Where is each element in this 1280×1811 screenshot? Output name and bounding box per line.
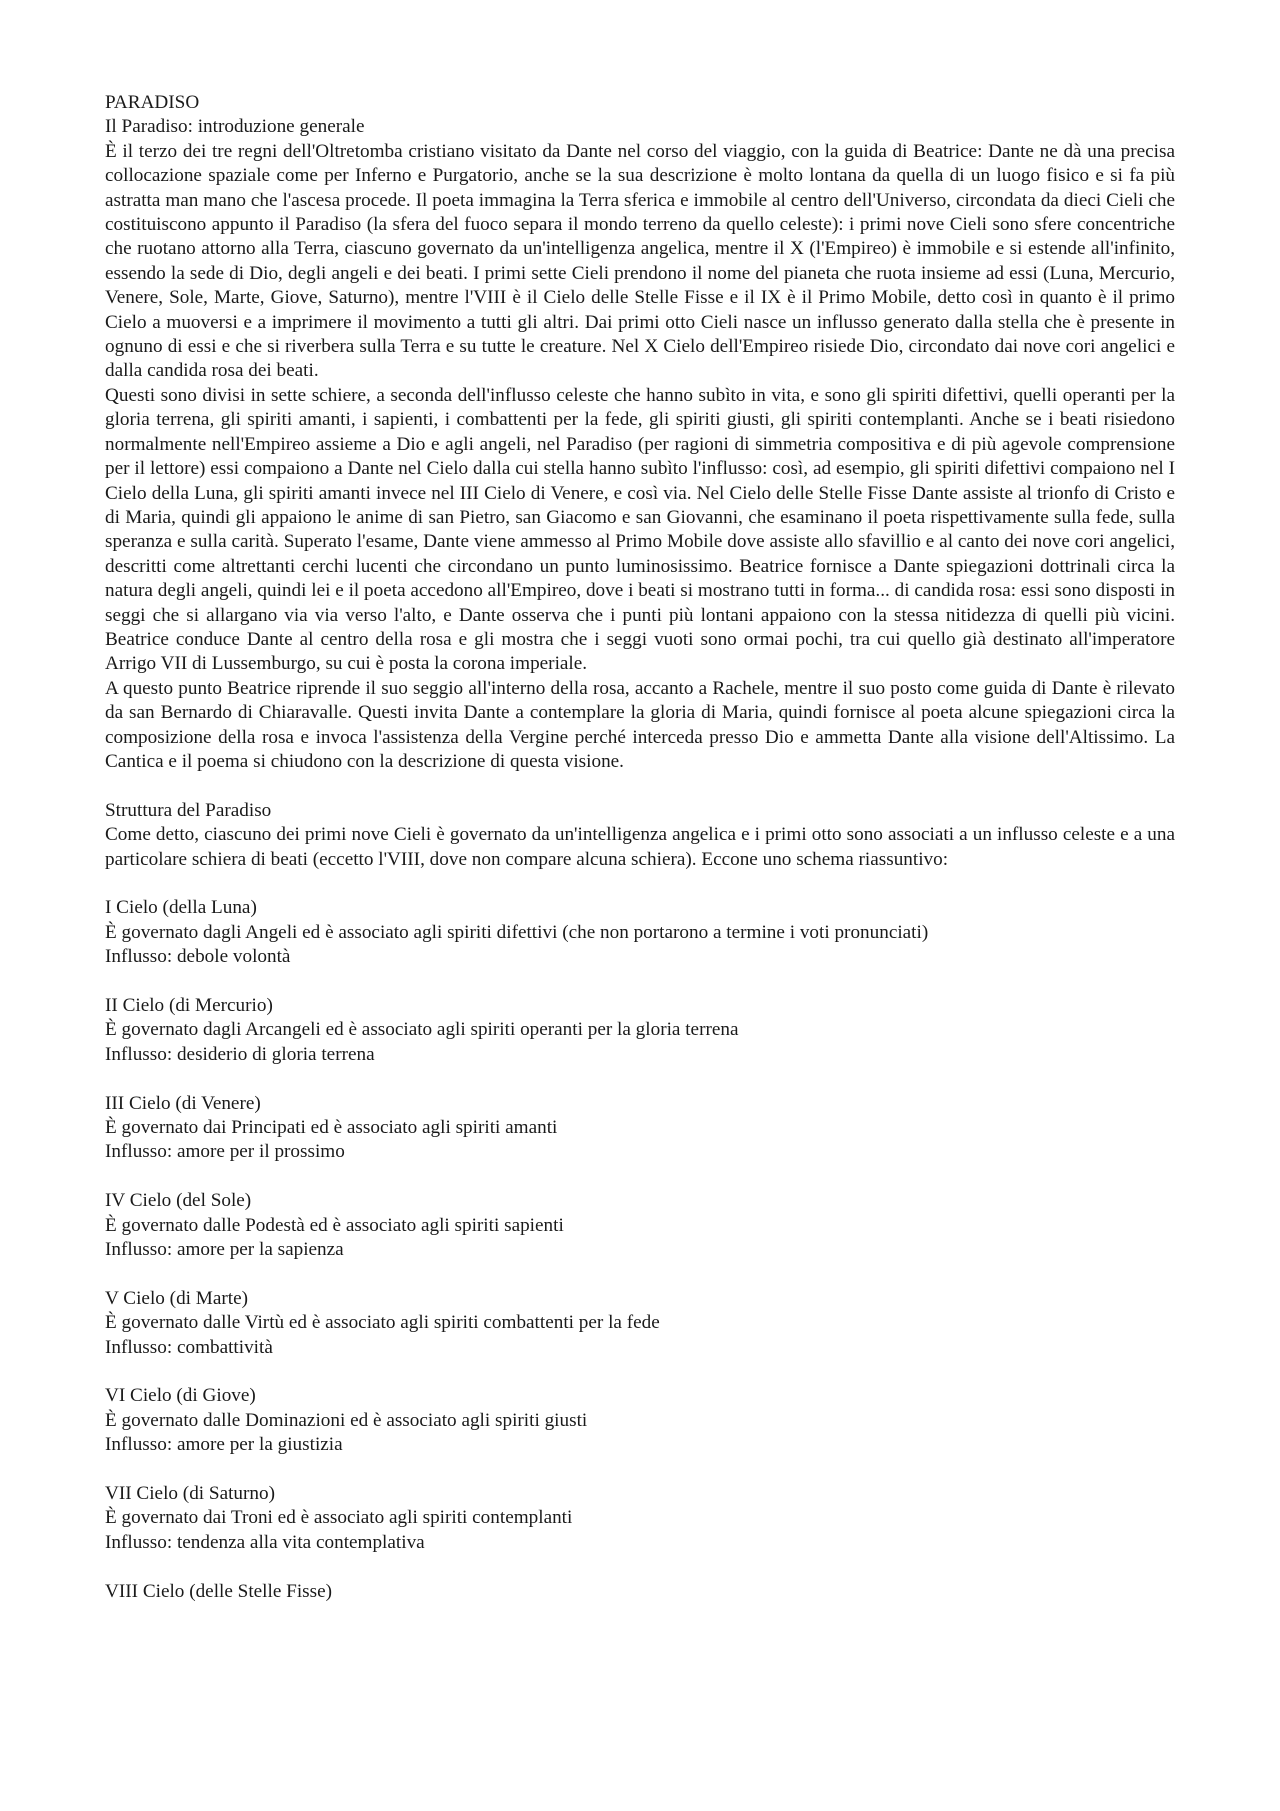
heaven-influence: Influsso: amore per la giustizia [105,1434,343,1456]
heaven-name: VII Cielo (di Saturno) [105,1483,275,1505]
heaven-governance: È governato dagli Angeli ed è associato agli spiriti difettivi (che non portarono a termine i voti pronunciati) [105,921,929,943]
intro-paragraph-1: È il terzo dei tre regni dell'Oltretomba cristiano visitato da Dante nel corso del viaggio, con la guida di Beatrice: Dante ne dà una precisa collocazione spaziale come per Inferno e Purgatorio, anche se la sua descrizione è molto lontana da quella di un luogo fisico e si fa più astratta man mano che l'ascesa procede. Il poeta immagina la Terra sferica e immobile al centro dell'Universo, circondata da dieci Cieli che costituiscono appunto il Paradiso (la sfera del fuoco separa il mondo terreno da quello celeste): i primi nove Cieli sono sfere concentriche che ruotano attorno alla Terra, ciascuno governato da un'intelligenza angelica, mentre il X (l'Empireo) è immobile e si estende all'infinito, essendo la sede di Dio, degli angeli e dei beati. I primi sette Cieli prendono il nome del pianeta che ruota insieme ad essi (Luna, Mercurio, Venere, Sole, Marte, Giove, Saturno), mentre l'VIII è il Cielo delle Stelle Fisse e il IX è il Primo Mobile, detto così in quanto è il primo Cielo a muoversi e a imprimere il movimento a tutti gli altri. Dai primi otto Cieli nasce un influsso generato dalla stella che è presente in ognuno di essi e che si riverbera sulla Terra e su tutte le creature. Nel X Cielo dell'Empireo risiede Dio, circondato dai nove cori angelici e dalla candida rosa dei beati. [105,140,1175,382]
spacer [105,872,1175,896]
spacer [105,1555,1175,1579]
spacer [105,970,1175,994]
heaven-block [105,1092,1175,1165]
heaven-name: IV Cielo (del Sole) [105,1190,252,1212]
heaven-block [105,1189,1175,1262]
intro-paragraph-3: A questo punto Beatrice riprende il suo seggio all'interno della rosa, accanto a Rachele, mentre il suo posto come guida di Dante è rilevato da san Bernardo di Chiaravalle. Questi invita Dante a contemplare la gloria di Maria, quindi fornisce al poeta alcune spiegazioni circa la composizione della rosa e invoca l'assistenza della Vergine perché interceda presso Dio e ammetta Dante alla visione dell'Altissimo. La Cantica e il poema si chiudono con la descrizione di questa visione. [105,677,1175,772]
heaven-block [105,1384,1175,1457]
heaven-governance: È governato dai Principati ed è associato agli spiriti amanti [105,1117,558,1138]
structure-heading: Struttura del Paradiso [105,799,272,821]
heaven-name: I Cielo (della Luna) [105,897,257,919]
document-title: PARADISO [105,92,200,113]
heaven-influence: Influsso: tendenza alla vita contemplativa [105,1531,425,1553]
heaven-influence: Influsso: amore per la sapienza [105,1239,344,1261]
heaven-influence: Influsso: desiderio di gloria terrena [105,1043,375,1065]
spacer [105,1360,1175,1384]
heaven-governance: È governato dalle Dominazioni ed è associato agli spiriti giusti [105,1409,588,1431]
spacer [105,1262,1175,1286]
heaven-governance: È governato dagli Arcangeli ed è associato agli spiriti operanti per la gloria terrena [105,1019,739,1041]
spacer [105,1067,1175,1091]
heaven-block [105,1287,1175,1360]
document-page [105,91,1175,1604]
heaven-influence: Influsso: amore per il prossimo [105,1141,345,1163]
heaven-influence: Influsso: debole volontà [105,946,291,968]
heaven-name: III Cielo (di Venere) [105,1092,261,1114]
spacer [105,1165,1175,1189]
heaven-name: VIII Cielo (delle Stelle Fisse) [105,1580,332,1602]
heaven-governance: È governato dalle Virtù ed è associato agli spiriti combattenti per la fede [105,1312,660,1334]
heaven-block [105,994,1175,1067]
heaven-block [105,1482,1175,1555]
heaven-name: VI Cielo (di Giove) [105,1385,256,1407]
heaven-name: II Cielo (di Mercurio) [105,994,273,1016]
intro-paragraph-2: Questi sono divisi in sette schiere, a seconda dell'influsso celeste che hanno subìto in vita, e sono gli spiriti difettivi, quelli operanti per la gloria terrena, gli spiriti amanti, i sapienti, i combattenti per la fede, gli spiriti giusti, gli spiriti contemplanti. Anche se i beati risiedono normalmente nell'Empireo assieme a Dio e agli angeli, nel Paradiso (per ragioni di simmetria compositiva e di più agevole comprensione per il lettore) essi compaiono a Dante nel Cielo dalla cui stella hanno subìto l'influsso: così, ad esempio, gli spiriti difettivi compaiono nel I Cielo della Luna, gli spiriti amanti invece nel III Cielo di Venere, e così via. Nel Cielo delle Stelle Fisse Dante assiste al trionfo di Cristo e di Maria, quindi gli appaiono le anime di san Pietro, san Giacomo e san Giovanni, che esaminano il poeta rispettivamente sulla fede, sulla speranza e sulla carità. Superato l'esame, Dante viene ammesso al Primo Mobile dove assiste allo sfavillio e al canto dei nove cori angelici, descritti come altrettanti cerchi lucenti che circondano un punto luminosissimo. Beatrice fornisce a Dante spiegazioni dottrinali circa la natura degli angeli, quindi lei e il poeta accedono all'Empireo, dove i beati si mostrano tutti in forma... di candida rosa: essi sono disposti in seggi che si allargano via via verso l'alto, e Dante osserva che i punti più lontani appaiono con la stessa nitidezza di quelli più vicini. Beatrice conduce Dante al centro della rosa e gli mostra che i seggi vuoti sono ormai pochi, tra cui quello già destinato all'imperatore Arrigo VII di Lussemburgo, su cui è posta la corona imperiale. [105,384,1175,675]
intro-heading: Il Paradiso: introduzione generale [105,116,365,138]
heaven-governance: È governato dalle Podestà ed è associato agli spiriti sapienti [105,1214,564,1236]
heaven-influence: Influsso: combattività [105,1336,273,1358]
heaven-name: V Cielo (di Marte) [105,1287,248,1309]
heaven-governance: È governato dai Troni ed è associato agli spiriti contemplanti [105,1507,573,1529]
heaven-block [105,896,1175,969]
spacer [105,1458,1175,1482]
spacer [105,774,1175,798]
structure-paragraph: Come detto, ciascuno dei primi nove Cieli è governato da un'intelligenza angelica e i primi otto sono associati a un influsso celeste e a una particolare schiera di beati (eccetto l'VIII, dove non compare alcuna schiera). Eccone uno schema riassuntivo: [105,824,1175,870]
